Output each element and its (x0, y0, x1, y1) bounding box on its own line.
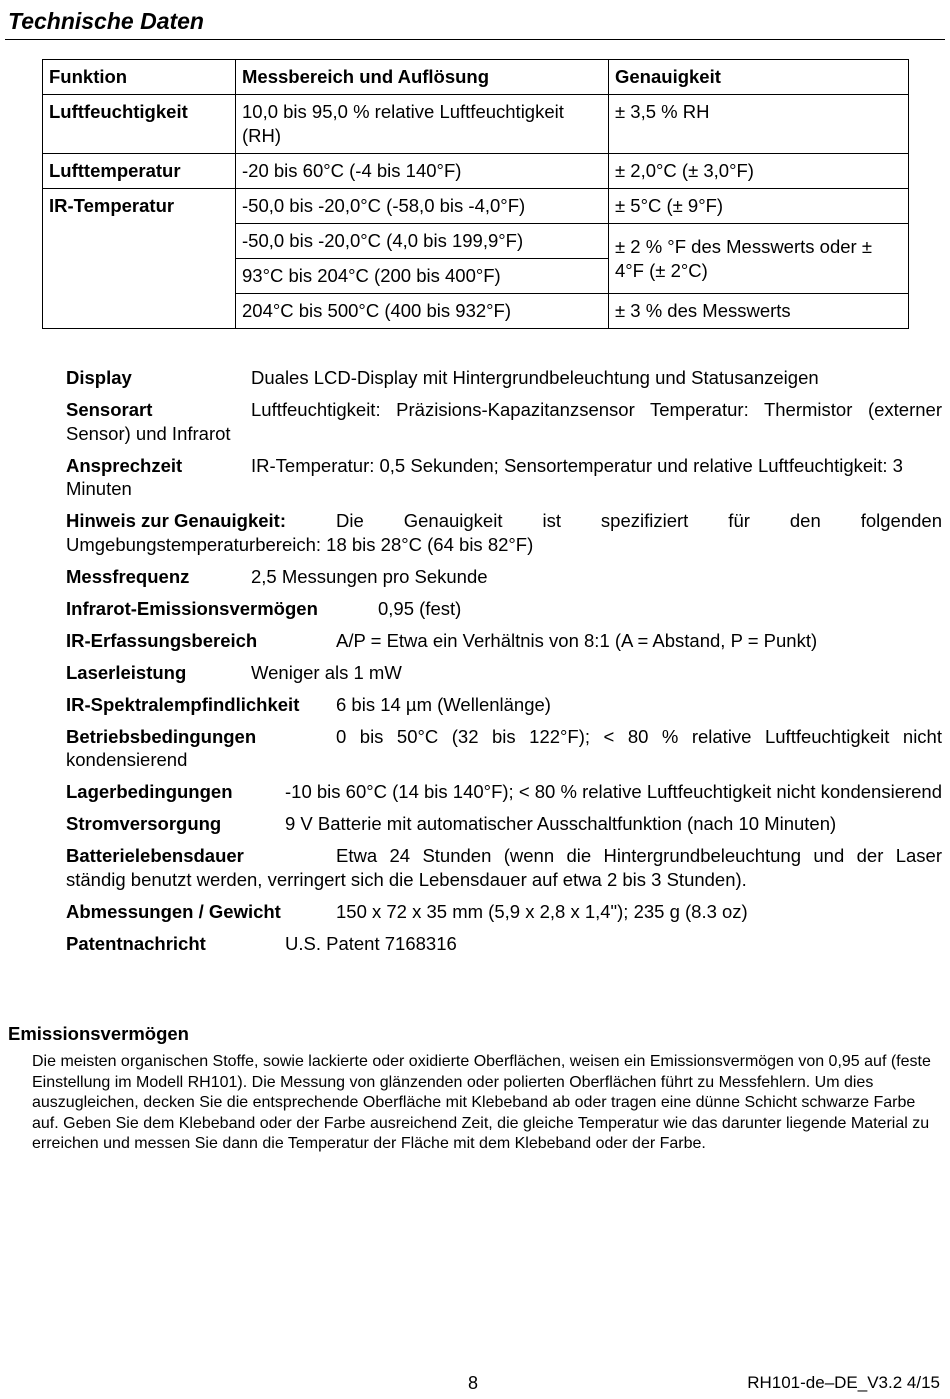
spec-operating-conditions (66, 725, 942, 772)
spec-emissivity (66, 597, 942, 621)
accuracy-cell: ± 3,5 % RH (609, 95, 909, 154)
range-cell: 93°C bis 204°C (200 bis 400°F) (236, 259, 609, 294)
spec-value: Weniger als 1 mW (251, 661, 402, 683)
section-heading: Emissionsvermögen (8, 1023, 189, 1044)
spec-label: Infrarot-Emissionsvermögen (66, 597, 318, 619)
spec-label: Patentnachricht (66, 932, 206, 954)
spec-storage-conditions (66, 780, 942, 804)
spec-label: Stromversorgung (66, 813, 222, 834)
spec-value: Etwa 24 Stunden (wenn die Hintergrundbeleuchtung und der Laser ständig benutzt werden, verringert sich die Lebensdauer auf etwa 2 bis 3 Stunden). (66, 845, 942, 890)
page-number: 8 (468, 1373, 479, 1393)
accuracy-cell: ± 2 % °F des Messwerts oder ± 4°F (± 2°C) (609, 224, 909, 294)
spec-value: U.S. Patent 7168316 (285, 932, 457, 954)
spec-label: Ansprechzeit (66, 454, 183, 476)
table-row (43, 154, 909, 189)
header-cell: Messbereich und Auflösung (236, 60, 609, 95)
spec-power-supply (66, 812, 942, 836)
spec-value: 0 bis 50°C (32 bis 122°F); < 80 % relative Luftfeuchtigkeit nicht kondensierend (66, 725, 942, 770)
spec-laser (66, 661, 942, 685)
spec-sensor (66, 398, 942, 445)
spec-label: Display (66, 367, 132, 388)
spec-value: Luftfeuchtigkeit: Präzisions-Kapazitanzsensor Temperatur: Thermistor (externer Sensor) und Infrarot (66, 399, 942, 444)
spec-value: 9 V Batterie mit automatischer Ausschaltfunktion (nach 10 Minuten) (285, 813, 837, 834)
spec-value: 2,5 Messungen pro Sekunde (251, 565, 488, 587)
spec-field-of-view (66, 629, 942, 653)
spec-value: 6 bis 14 µm (Wellenlänge) (336, 693, 551, 715)
spec-label: Batterielebensdauer (66, 845, 244, 866)
spec-value: 0,95 (fest) (378, 597, 462, 619)
spec-label: Laserleistung (66, 661, 187, 683)
spec-label: Hinweis zur Genauigkeit: (66, 510, 286, 531)
range-cell: -50,0 bis -20,0°C (-58,0 bis -4,0°F) (236, 189, 609, 224)
spec-value: -10 bis 60°C (14 bis 140°F); < 80 % relative Luftfeuchtigkeit nicht kondensierend (285, 781, 943, 802)
accuracy-cell: ± 3 % des Messwerts (609, 294, 909, 329)
spec-frequency (66, 565, 942, 589)
spec-spectral-response (66, 693, 942, 717)
spec-value: IR-Temperatur: 0,5 Sekunden; Sensortemperatur und relative Luftfeuchtigkeit: 3 Minuten (66, 454, 903, 499)
spec-label: Lagerbedingungen (66, 781, 233, 802)
spec-label: Abmessungen / Gewicht (66, 900, 281, 922)
document-id: RH101-de–DE_V3.2 4/15 (747, 1373, 940, 1392)
emission-paragraph: Die meisten organischen Stoffe, sowie lackierte oder oxidierte Oberflächen, weisen ein Emissionsvermögen von 0,95 auf (feste Einstellung im Modell RH101). Die Messung von glänzenden oder polierten Oberflächen führt zu Messfehlern. Um dies auszugleichen, decken Sie die entsprechende Oberfläche mit Klebeband ab oder tragen eine dünne Schicht schwarze Farbe auf. Geben Sie dem Klebeband oder der Farbe ausreichend Zeit, die gleiche Temperatur wie das darunter liegende Material zu erreichen und messen Sie dann die Temperatur der Fläche mit dem Klebeband oder der Farbe. (32, 1053, 931, 1153)
spec-label: Betriebsbedingungen (66, 725, 257, 747)
spec-label: IR-Spektralempfindlichkeit (66, 693, 300, 715)
spec-list (66, 366, 942, 964)
spec-battery-life (66, 844, 942, 891)
range-cell: -20 bis 60°C (-4 bis 140°F) (236, 154, 609, 189)
spec-dimensions (66, 900, 942, 924)
spec-table (42, 59, 909, 329)
range-cell: 10,0 bis 95,0 % relative Luftfeuchtigkeit (RH) (236, 95, 609, 154)
accuracy-cell: ± 5°C (± 9°F) (609, 189, 909, 224)
spec-value: A/P = Etwa ein Verhältnis von 8:1 (A = Abstand, P = Punkt) (336, 629, 818, 651)
table-row (43, 189, 909, 224)
spec-value: 150 x 72 x 35 mm (5,9 x 2,8 x 1,4"); 235 g (8.3 oz) (336, 900, 748, 922)
function-cell: Lufttemperatur (43, 154, 236, 189)
function-cell: IR-Temperatur (43, 189, 236, 329)
table-header-row (43, 60, 909, 95)
page-title: Technische Daten (8, 8, 204, 34)
function-cell: Luftfeuchtigkeit (43, 95, 236, 154)
header-cell: Funktion (43, 60, 236, 95)
title-divider (5, 39, 945, 40)
spec-patent (66, 932, 942, 956)
spec-accuracy-note (66, 509, 942, 556)
range-cell: -50,0 bis -20,0°C (4,0 bis 199,9°F) (236, 224, 609, 259)
spec-label: Messfrequenz (66, 565, 190, 587)
header-cell: Genauigkeit (609, 60, 909, 95)
accuracy-cell: ± 2,0°C (± 3,0°F) (609, 154, 909, 189)
spec-value: Duales LCD-Display mit Hintergrundbeleuchtung und Statusanzeigen (251, 367, 819, 388)
spec-response-time (66, 454, 942, 501)
spec-label: IR-Erfassungsbereich (66, 629, 258, 651)
spec-value: Die Genauigkeit ist spezifiziert für den folgenden Umgebungstemperaturbereich: 18 bis 28°C (64 bis 82°F) (66, 510, 942, 555)
table-row (43, 95, 909, 154)
spec-label: Sensorart (66, 399, 153, 420)
range-cell: 204°C bis 500°C (400 bis 932°F) (236, 294, 609, 329)
spec-display (66, 366, 942, 390)
